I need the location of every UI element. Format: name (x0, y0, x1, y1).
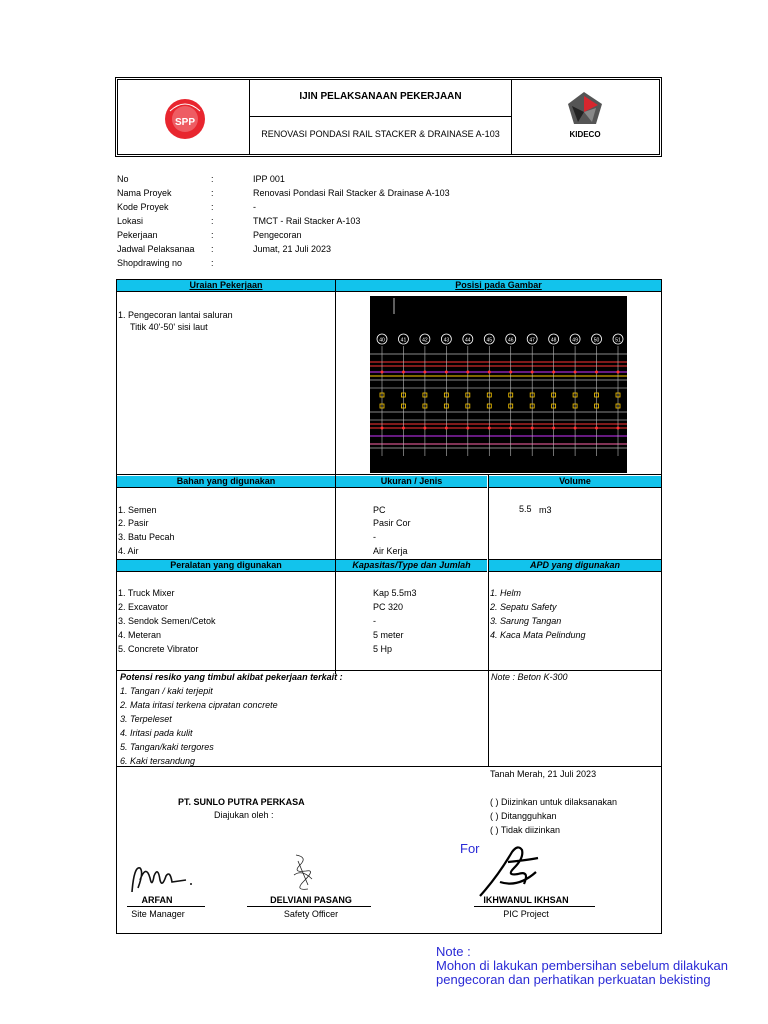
risk-title: Potensi resiko yang timbul akibat pekerjaan terkait : (120, 672, 343, 682)
apd-header: APD yang digunakan (489, 559, 661, 572)
grid-label: 45 (486, 337, 493, 344)
option-rejected: ( ) Tidak diizinkan (490, 825, 561, 835)
grid-label: 42 (422, 337, 428, 344)
for-label: For (460, 841, 480, 856)
drawing-point (531, 371, 534, 374)
uraian-header: Uraian Pekerjaan (117, 280, 335, 292)
ukuran-item: Pasir Cor (373, 518, 411, 528)
kapasitas-item: 5 Hp (373, 644, 393, 654)
signer-role: Site Manager (131, 909, 185, 919)
drawing-point (445, 427, 448, 430)
bahan-header: Bahan yang digunakan (117, 476, 335, 488)
risk-item: 3. Terpeleset (120, 714, 172, 724)
note-label: Note : (436, 944, 471, 959)
risk-item: 4. Iritasi pada kulit (120, 728, 193, 738)
info-row: No : IPP 001 (117, 174, 285, 184)
peralatan-item: 4. Meteran (118, 630, 162, 640)
volume-header: Volume (489, 476, 661, 488)
kapasitas-header: Kapasitas/Type dan Jumlah (336, 559, 487, 572)
info-row: Nama Proyek : Renovasi Pondasi Rail Stacker & Drainase A-103 (117, 188, 450, 198)
posisi-header: Posisi pada Gambar (336, 280, 661, 292)
info-row: Kode Proyek : - (117, 202, 256, 212)
ukuran-item: PC (373, 505, 386, 515)
kapasitas-item: PC 320 (373, 602, 404, 612)
risk-item: 1. Tangan / kaki terjepit (120, 686, 213, 696)
volume-value: 5.5 (519, 504, 532, 514)
position-drawing (370, 296, 627, 473)
signer-name: DELVIANI PASANG (270, 895, 352, 905)
option-approved: ( ) Diizinkan untuk dilaksanakan (490, 797, 618, 807)
peralatan-header: Peralatan yang digunakan (117, 559, 335, 572)
project-subtitle: RENOVASI PONDASI RAIL STACKER & DRAINASE A-103 (261, 129, 500, 139)
note-line: Mohon di lakukan pembersihan sebelum dilakukan (436, 958, 728, 973)
volume-unit: m3 (539, 505, 552, 515)
info-row: Lokasi : TMCT - Rail Stacker A-103 (117, 216, 361, 226)
risk-item: 5. Tangan/kaki tergores (120, 742, 214, 752)
peralatan-item: 5. Concrete Vibrator (118, 644, 199, 654)
form-title: IJIN PELAKSANAAN PEKERJAAN (299, 91, 462, 102)
kapasitas-item: 5 meter (373, 630, 404, 640)
drawing-point (574, 371, 577, 374)
drawing-point (488, 371, 491, 374)
ukuran-item: - (373, 532, 376, 542)
grid-label: 44 (465, 337, 471, 344)
drawing-point (445, 371, 448, 374)
kideco-logo-text: KIDECO (569, 130, 601, 139)
bahan-item: 1. Semen (118, 505, 157, 515)
signature-delviani (286, 851, 320, 895)
apd-item: 4. Kaca Mata Pelindung (490, 630, 586, 640)
signature-ikhwanul (478, 842, 548, 898)
uraian-line-1: 1. Pengecoran lantai saluran (118, 310, 233, 320)
drawing-point (595, 371, 598, 374)
drawing-point (552, 427, 555, 430)
drawing-point (531, 427, 534, 430)
grid-label: 51 (615, 337, 621, 344)
grid-label: 43 (443, 337, 450, 344)
drawing-point (423, 371, 426, 374)
apd-item: 3. Sarung Tangan (490, 616, 562, 626)
signature-arfan (128, 858, 200, 898)
info-row: Shopdrawing no : (117, 258, 214, 268)
kideco-logo (560, 90, 610, 128)
beton-note: Note : Beton K-300 (491, 672, 568, 682)
drawing-point (595, 427, 598, 430)
signer-role: Safety Officer (283, 909, 339, 919)
drawing-point (574, 427, 577, 430)
apd-item: 1. Helm (490, 588, 522, 598)
kapasitas-item: - (373, 616, 376, 626)
drawing-point (509, 371, 512, 374)
drawing-point (381, 427, 384, 430)
drawing-point (402, 427, 405, 430)
bahan-item: 3. Batu Pecah (118, 532, 175, 542)
grid-label: 41 (400, 337, 407, 344)
grid-label: 40 (379, 337, 385, 344)
peralatan-item: 2. Excavator (118, 602, 169, 612)
drawing-point (381, 371, 384, 374)
drawing-point (509, 427, 512, 430)
submitted-by: Diajukan oleh : (214, 810, 274, 820)
note-line: pengecoran dan perhatikan perkuatan bekisting (436, 972, 711, 987)
apd-item: 2. Sepatu Safety (490, 602, 557, 612)
drawing-point (617, 371, 620, 374)
bahan-item: 2. Pasir (118, 518, 149, 528)
risk-item: 6. Kaki tersandung (120, 756, 196, 766)
grid-label: 48 (550, 337, 557, 344)
company-name: PT. SUNLO PUTRA PERKASA (178, 797, 305, 807)
drawing-point (488, 427, 491, 430)
risk-item: 2. Mata iritasi terkena cipratan concrete (120, 700, 278, 710)
drawing-point (423, 427, 426, 430)
peralatan-item: 3. Sendok Semen/Cetok (118, 616, 216, 626)
ukuran-item: Air Kerja (373, 546, 408, 556)
place-date: Tanah Merah, 21 Juli 2023 (490, 769, 597, 779)
drawing-point (617, 427, 620, 430)
signer-name: ARFAN (141, 895, 173, 905)
revision-note (436, 945, 728, 987)
grid-label: 49 (572, 337, 578, 344)
peralatan-item: 1. Truck Mixer (118, 588, 175, 598)
bahan-item: 4. Air (118, 546, 139, 556)
info-row: Pekerjaan : Pengecoran (117, 230, 302, 240)
drawing-point (552, 371, 555, 374)
grid-label: 50 (593, 337, 600, 344)
grid-label: 47 (529, 337, 535, 344)
uraian-line-2: Titik 40'-50' sisi laut (130, 322, 208, 332)
drawing-point (402, 371, 405, 374)
signer-name: IKHWANUL IKHSAN (483, 895, 569, 905)
signer-role: PIC Project (503, 909, 549, 919)
drawing-point (466, 427, 469, 430)
svg-text:SPP: SPP (174, 117, 196, 128)
company-logo (160, 95, 210, 141)
kapasitas-item: Kap 5.5m3 (373, 588, 417, 598)
option-postponed: ( ) Ditangguhkan (490, 811, 557, 821)
ukuran-header: Ukuran / Jenis (336, 476, 487, 488)
drawing-point (466, 371, 469, 374)
info-row: Jadwal Pelaksanaa : Jumat, 21 Juli 2023 (117, 244, 332, 254)
grid-label: 46 (507, 337, 514, 344)
